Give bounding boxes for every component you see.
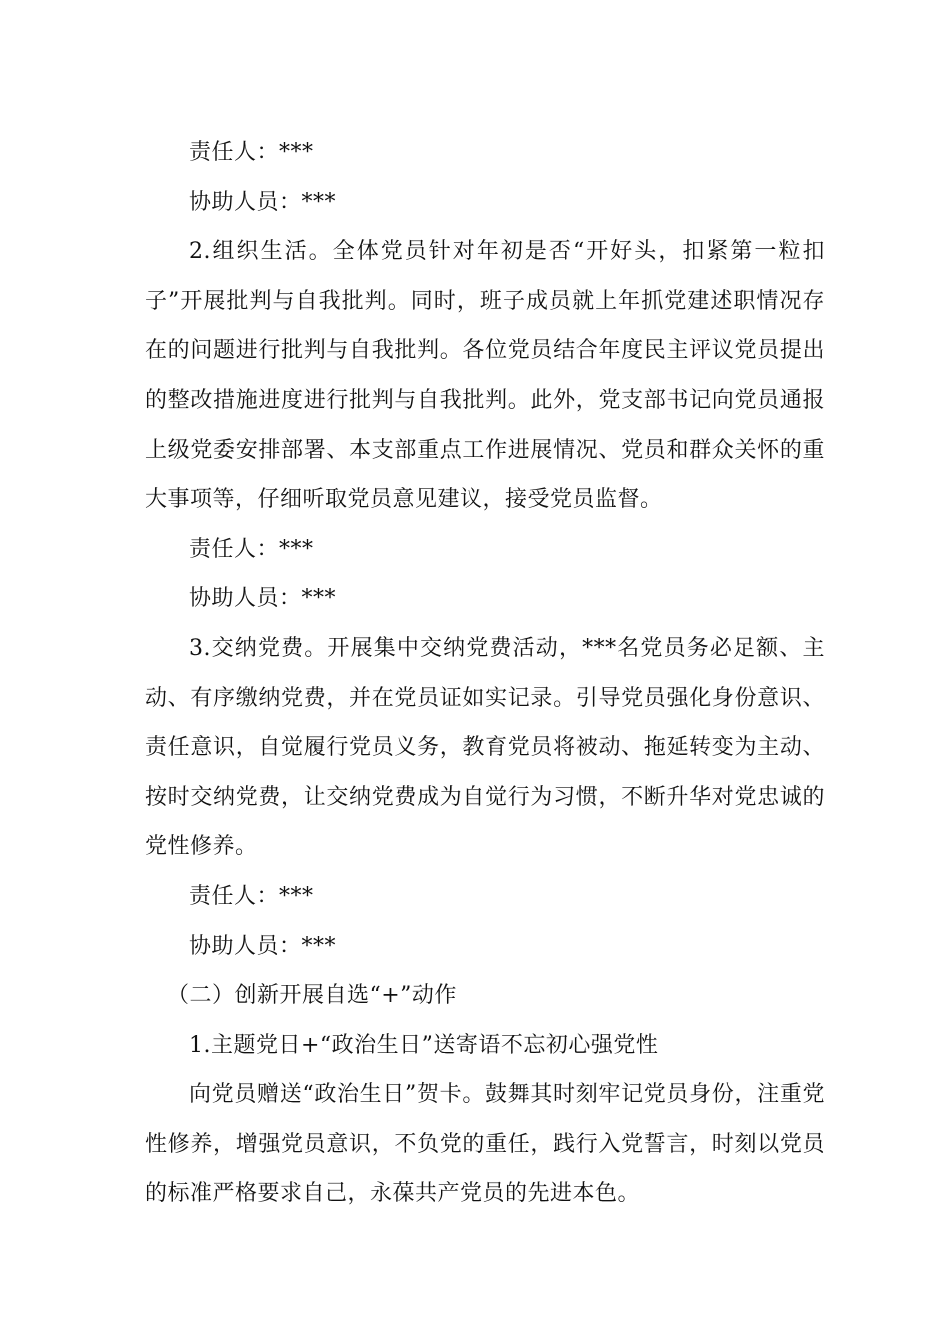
assistant-staff-line: 协助人员：***	[189, 586, 337, 612]
subsection-body: 向党员赠送“政治生日”贺卡。鼓舞其时刻牢记党员身份，注重党性修养，增强党员意识，不负党的重任，践行入党誓言，时刻以党员的标准严格要求自己，永葆共产党员的先进本色。	[145, 1082, 825, 1207]
responsible-person-line: 责任人：***	[189, 883, 314, 909]
assistant-staff-line: 协助人员：***	[189, 189, 337, 215]
responsible-person-line: 责任人：***	[189, 536, 314, 562]
assistant-staff-line: 协助人员：***	[189, 933, 337, 959]
item-organization-life: 2.组织生活。全体党员针对年初是否“开好头，扣紧第一粒扣子”开展批判与自我批判。同时，班子成员就上年抓党建述职情况存在的问题进行批判与自我批判。各位党员结合年度民主评议党员提出的整改措施进度进行批判与自我批判。此外，党支部书记向党员通报上级党委安排部署、本支部重点工作进展情况、党员和群众关怀的重大事项等，仔细听取党员意见建议，接受党员监督。	[145, 239, 825, 513]
section-heading: （二）创新开展自选“+”动作	[167, 983, 457, 1009]
document-page	[145, 128, 825, 1219]
responsible-person-line: 责任人：***	[189, 140, 314, 165]
subsection-title: 1.主题党日+“政治生日”送寄语不忘初心强党性	[189, 1032, 659, 1058]
item-party-dues: 3.交纳党费。开展集中交纳党费活动，***名党员务必足额、主动、有序缴纳党费，并在党员证如实记录。引导党员强化身份意识、责任意识，自觉履行党员义务，教育党员将被动、拖延转变为主动、按时交纳党费，让交纳党费成为自觉行为习惯，不断升华对党忠诚的党性修养。	[145, 635, 825, 860]
